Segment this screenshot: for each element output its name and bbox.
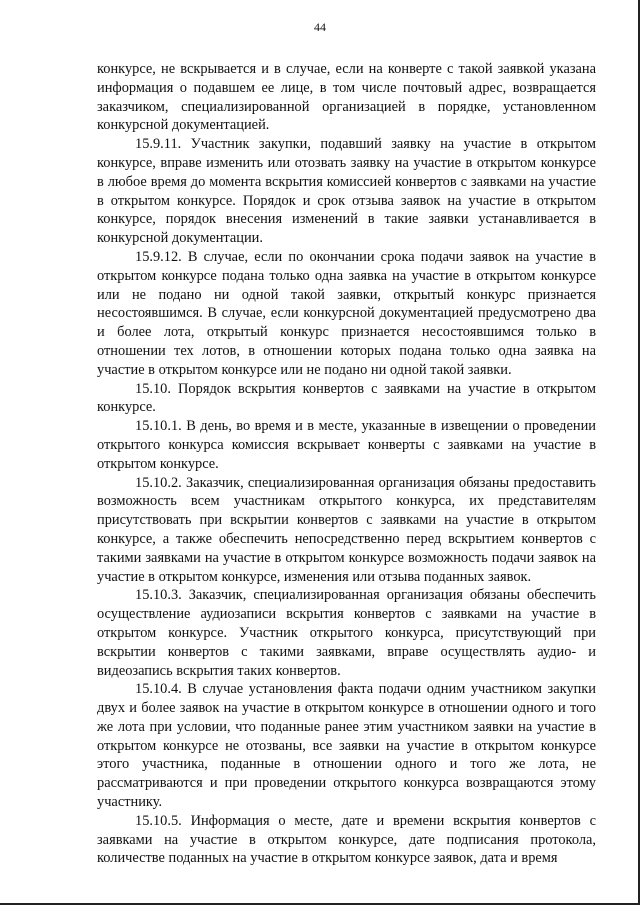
- paragraph-15-10-4: 15.10.4. В случае установления факта подачи одним участником закупки двух и более заявок на участие в открытом конкурсе в отношении одного и того же лота при условии, что поданные ранее этим участником заявки на участие в открытом конкурсе не отозваны, все заявки на участие в открытом конкурсе этого участника, поданные в отношении одного и того же лота, не рассматриваются и при проведении открытого конкурса возвращаются этому участнику.: [97, 681, 596, 811]
- paragraph-15-9-12: 15.9.12. В случае, если по окончании срока подачи заявок на участие в открытом конкурсе подана только одна заявка на участие в открытом конкурсе или не подано ни одной такой заявки, открытый конкурс признается несостоявшимся. В случае, если конкурсной документацией предусмотрено два и более лота, открытый конкурс признается несостоявшимся только в отношении тех лотов, в отношении которых подана только одна заявка на участие в открытом конкурсе или не подано ни одной такой заявки.: [97, 248, 596, 378]
- page-number: 44: [314, 20, 326, 34]
- paragraph-15-10-3: 15.10.3. Заказчик, специализированная организация обязаны обеспечить осуществление аудиозаписи вскрытия конвертов с заявками на участие в открытом конкурсе. Участник открытого конкурса, присутствующий при вскрытии конвертов с такими заявками, вправе осуществлять аудио- и видеозапись вскрытия таких конвертов.: [97, 587, 596, 679]
- section-heading-15-10: 15.10. Порядок вскрытия конвертов с заявками на участие в открытом конкурсе.: [97, 380, 596, 416]
- document-body: [97, 60, 596, 868]
- paragraph-15-9-11: 15.9.11. Участник закупки, подавший заявку на участие в открытом конкурсе, вправе изменить или отозвать заявку на участие в открытом конкурсе в любое время до момента вскрытия комиссией конвертов с заявками на участие в открытом конкурсе. Порядок и срок отзыва заявок на участие в открытом конкурсе, порядок внесения изменений в такие заявки устанавливается в конкурсной документации.: [97, 136, 596, 247]
- paragraph-continuation: конкурсе, не вскрывается и в случае, если на конверте с такой заявкой указана информация о подавшем ее лице, в том числе почтовый адрес, возвращается заказчиком, специализированной организацией в порядке, установленном конкурсной документацией.: [97, 61, 596, 134]
- paragraph-15-10-1: 15.10.1. В день, во время и в месте, указанные в извещении о проведении открытого конкурса комиссия вскрывает конверты с заявками на участие в открытом конкурсе.: [97, 418, 596, 472]
- paragraph-15-10-2: 15.10.2. Заказчик, специализированная организация обязаны предоставить возможность всем участникам открытого конкурса, их представителям присутствовать при вскрытии конвертов с заявками на участие в открытом конкурсе, а также обеспечить непосредственно перед вскрытием конвертов с такими заявками на участие в открытом конкурсе возможность подачи заявок на участие в открытом конкурсе, изменения или отзыва поданных заявок.: [97, 474, 596, 585]
- paragraph-15-10-5: 15.10.5. Информация о месте, дате и времени вскрытия конвертов с заявками на участие в открытом конкурсе, дате подписания протокола, количестве поданных на участие в открытом конкурсе заявок, дата и время: [97, 812, 596, 867]
